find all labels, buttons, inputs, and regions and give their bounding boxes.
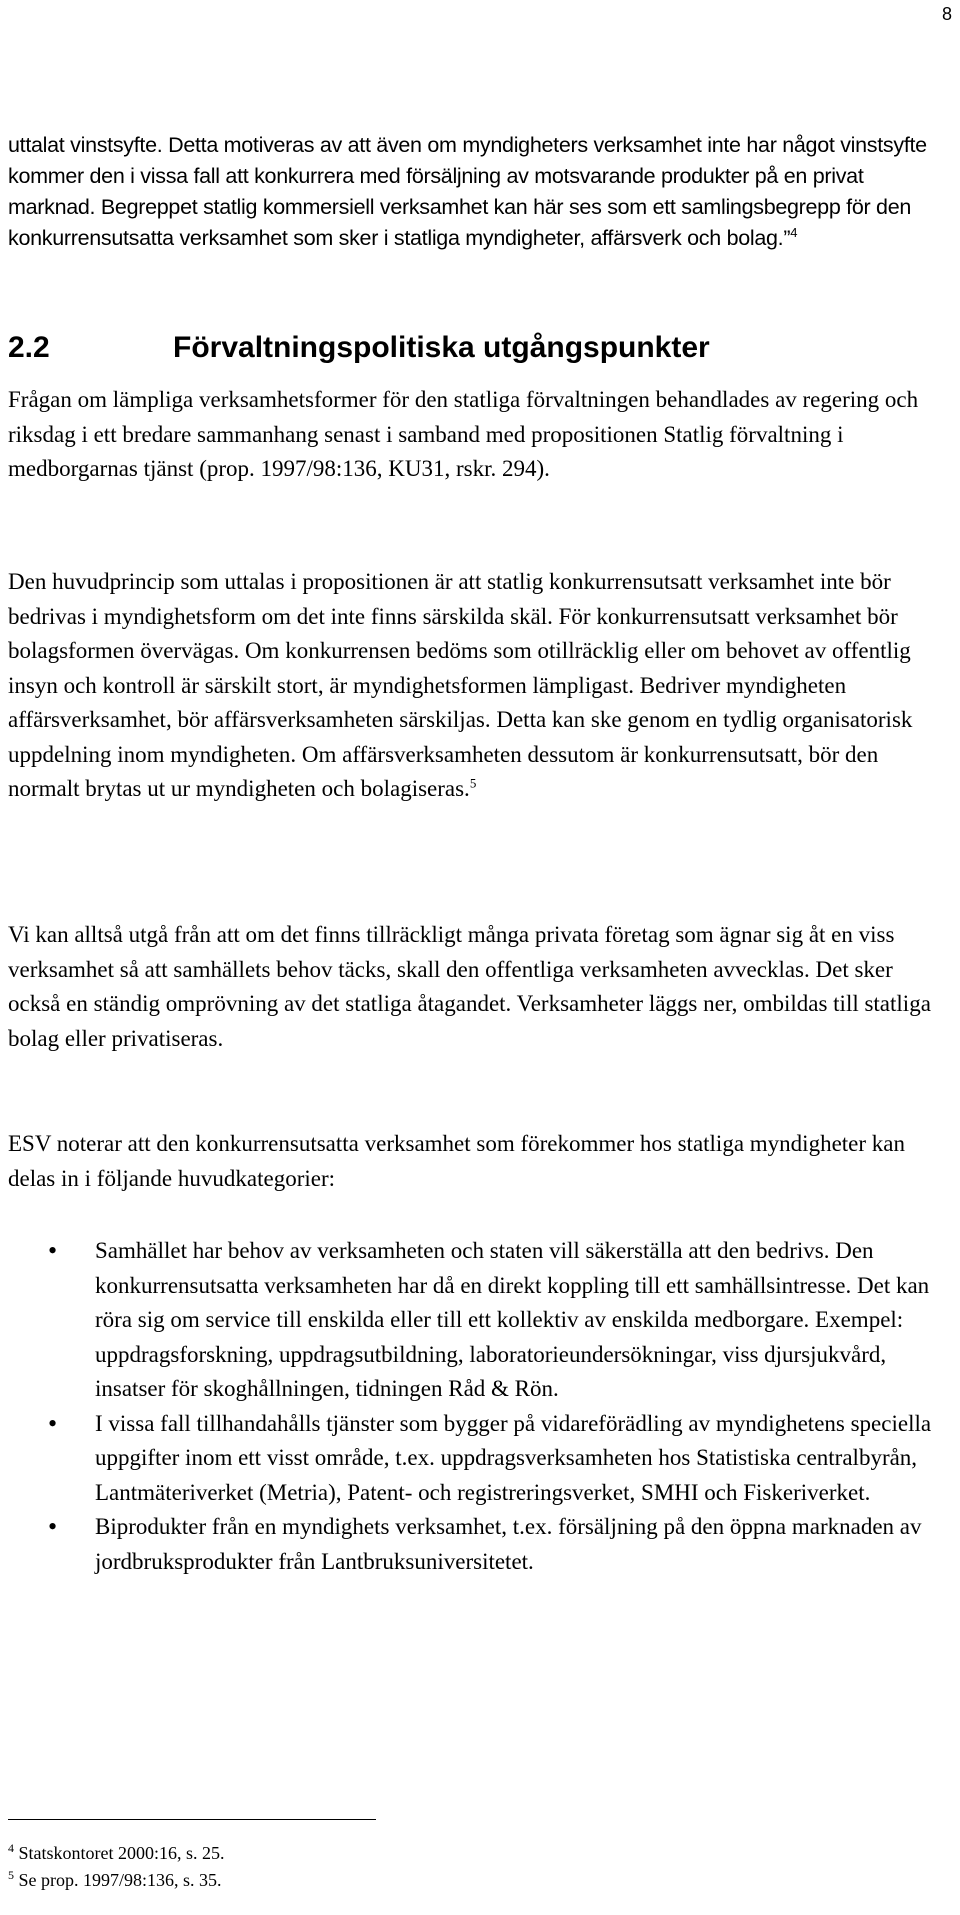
section-title: Förvaltningspolitiska utgångspunkter [173,331,710,364]
list-item: • Biprodukter från en myndighets verksamhet, t.ex. försäljning på den öppna marknaden av jordbruksprodukter från Lantbruksuniversitetet. [8,1510,938,1579]
list-item: • I vissa fall tillhandahålls tjänster som bygger på vidareförädling av myndighetens speciella uppgifter inom ett visst område, t.ex. uppdragsverksamheten hos Statistiska centralbyrån, Lantmäteriverket (Metria), Patent- och registreringsverket, SMHI och Fiskeriverket. [8,1407,938,1511]
footnote-ref-4: 4 [790,224,798,240]
quote-text: uttalat vinstsyfte. Detta motiveras av att även om myndigheters verksamhet inte har något vinstsyfte kommer den i vissa fall att konkurrera med försäljning av motsvarande produkter på en privat marknad. Begreppet statlig kommersiell verksamhet kan här ses som ett samlingsbegrepp för den konkurrensutsatta verksamhet som sker i statliga myndigheter, affärsverk och bolag.” [8,133,927,250]
section-heading [8,330,710,366]
footnote-divider [8,1819,376,1820]
footnote-ref-5: 5 [469,775,477,791]
quote-paragraph [8,130,938,254]
paragraph-1: Frågan om lämpliga verksamhetsformer för den statliga förvaltningen behandlades av regering och riksdag i ett bredare sammanhang senast i samband med propositionen Statlig förvaltning i medborgarnas tjänst (prop. 1997/98:136, KU31, rskr. 294). [8,387,919,481]
footnote-number: 5 [8,1868,14,1882]
paragraph-2-text: Den huvudprincip som uttalas i propositionen är att statlig konkurrensutsatt verksamhet inte bör bedrivas i myndighetsform om det inte finns särskilda skäl. För konkurrensutsatt verksamhet bör bolagsformen övervägas. Om konkurrensen bedöms som otillräcklig eller om behovet av offentlig insyn och kontroll är särskilt stort, är myndighetsformen lämpligast. Bedriver myndigheten affärsverksamhet, bör affärsverksamheten särskiljas. Detta kan ske genom en tydlig organisatorisk uppdelning inom myndigheten. Om affärsverksamheten dessutom är konkurrensutsatt, bör den normalt brytas ut ur myndigheten och bolagiseras. [8,569,913,801]
paragraph-3: Vi kan alltså utgå från att om det finns tillräckligt många privata företag som ägnar sig åt en viss verksamhet så att samhällets behov täcks, skall den offentliga verksamheten avvecklas. Det sker också en ständig omprövning av det statliga åtagandet. Verksamheter läggs ner, ombildas till statliga bolag eller privatiseras. [8,922,931,1051]
page-number: 8 [941,4,952,24]
paragraph-2 [8,565,938,807]
paragraph-4: ESV noterar att den konkurrensutsatta verksamhet som förekommer hos statliga myndigheter kan delas in i följande huvudkategorier: [8,1131,905,1191]
footnote-4 [8,1840,938,1867]
footnote-number: 4 [8,1841,14,1855]
footnotes [8,1840,938,1894]
section-number: 2.2 [8,331,50,364]
category-list [8,1234,938,1579]
list-item: • Samhället har behov av verksamheten och staten vill säkerställa att den bedrivs. Den konkurrensutsatta verksamheten har då en direkt koppling till ett samhällsintresse. Det kan röra sig om service till enskilda eller till ett kollektiv av enskilda medborgare. Exempel: uppdragsforskning, uppdragsutbildning, laboratorieundersökningar, viss djursjukvård, insatser för skoghållningen, tidningen Råd & Rön. [8,1234,938,1407]
footnote-5 [8,1867,938,1894]
footnote-text: Statskontoret 2000:16, s. 25. [18,1843,225,1863]
footnote-text: Se prop. 1997/98:136, s. 35. [18,1870,222,1890]
